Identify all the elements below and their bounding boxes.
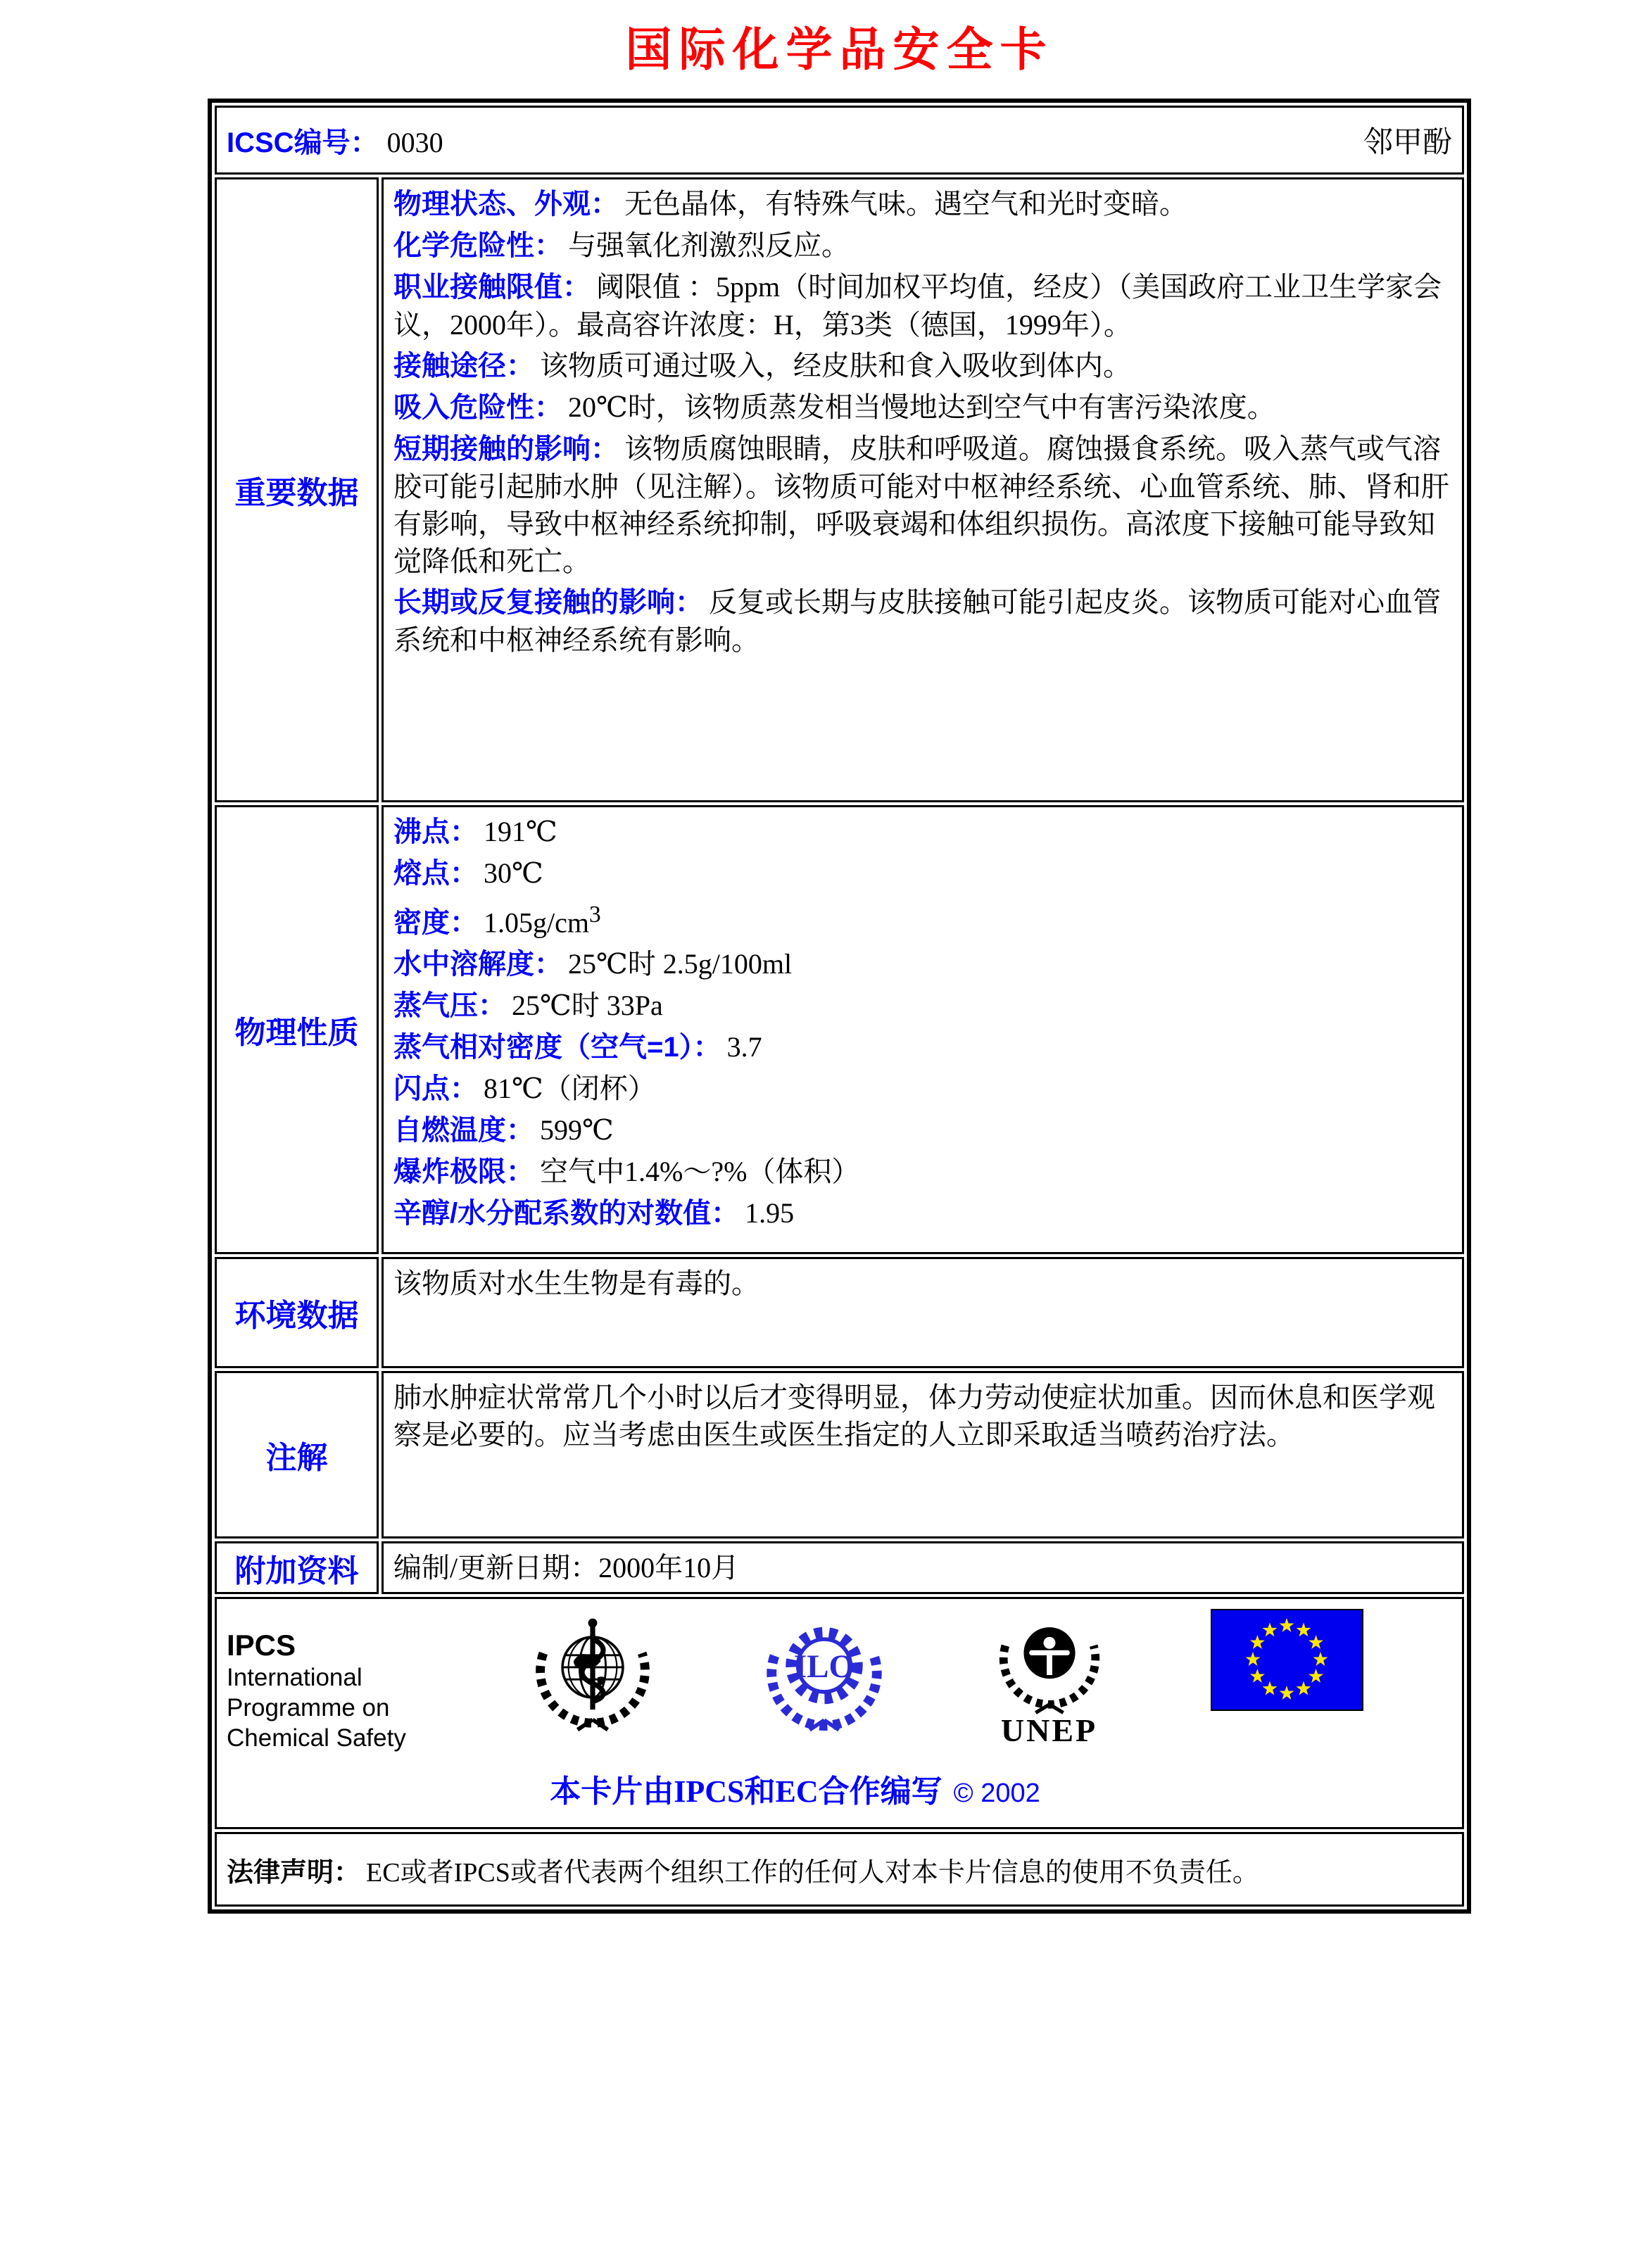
field-row: [393, 854, 1452, 892]
legal-label: 法律声明：: [227, 1857, 361, 1888]
icsc-number-label: ICSC编号：: [227, 127, 379, 158]
field-label: 爆炸极限：: [393, 1156, 534, 1188]
environment-content: [382, 1257, 1464, 1368]
icsc-number-group: [227, 120, 443, 160]
header-cell: [215, 106, 1464, 175]
field-label: 水中溶解度：: [393, 949, 562, 980]
icsc-number-value: 0030: [386, 126, 443, 158]
field-label: 自燃温度：: [393, 1115, 534, 1146]
field-value: 反复或长期与皮肤接触可能引起皮炎。该物质可能对心血管系统和中枢神经系统有影响。: [393, 586, 1441, 656]
header-row: [215, 106, 1464, 175]
field-label: 物理状态、外观：: [393, 189, 619, 220]
legal-text: EC或者IPCS或者代表两个组织工作的任何人对本卡片信息的使用不负责任。: [366, 1857, 1259, 1888]
field-value: 无色晶体，有特殊气味。遇空气和光时变暗。: [624, 188, 1187, 220]
field-label: 沸点：: [393, 816, 478, 847]
field-row: [393, 227, 1452, 265]
section-label-additional: 附加资料: [215, 1541, 379, 1594]
who-logo-icon: [526, 1609, 660, 1740]
field-value: 阈限值 ：5ppm（时间加权平均值，经皮）（美国政府工业卫生学家会议，2000年）。最高容许浓度：H，第3类（德国，1999年）。: [393, 271, 1442, 341]
additional-info-content: [382, 1541, 1464, 1594]
physical-properties-content: [382, 805, 1464, 1254]
ipcs-line-2: Programme on: [227, 1694, 390, 1721]
unep-logo-block: [990, 1609, 1109, 1749]
field-value: 该物质可通过吸入，经皮肤和食入吸收到体内。: [540, 350, 1131, 381]
field-value: 与强氧化剂激烈反应。: [568, 229, 850, 261]
notes-row: [215, 1371, 1464, 1538]
field-row: [393, 1028, 1452, 1066]
section-label-notes: 注解: [215, 1371, 379, 1538]
icsc-table: [208, 99, 1471, 1914]
field-label: 蒸气压：: [393, 990, 506, 1022]
field-label: 职业接触限值：: [393, 272, 591, 303]
field-row: [393, 1070, 1452, 1108]
credit-line: [227, 1766, 1363, 1811]
density-superscript: 3: [588, 902, 601, 928]
field-label: 蒸气相对密度（空气=1）：: [393, 1032, 721, 1063]
field-value: 1.95: [745, 1197, 795, 1230]
field-value: 191℃: [484, 816, 557, 847]
field-label: 吸入危险性：: [393, 392, 562, 423]
section-label-environment: 环境数据: [215, 1257, 379, 1368]
field-row: [393, 583, 1452, 659]
notes-content: [382, 1371, 1464, 1538]
important-data-row: [215, 177, 1464, 802]
physical-properties-row: [215, 805, 1464, 1254]
legal-cell: [215, 1832, 1464, 1907]
unep-logo-icon: [990, 1609, 1109, 1720]
field-label: 长期或反复接触的影响：: [393, 587, 703, 618]
field-row: [393, 347, 1452, 385]
ipcs-text-block: [227, 1609, 424, 1753]
field-value: 81℃（闭杯）: [484, 1073, 656, 1105]
ipcs-acronym: IPCS: [227, 1629, 296, 1662]
field-row: [393, 945, 1452, 983]
field-row: [393, 1194, 1452, 1232]
legal-row: [215, 1832, 1464, 1907]
section-label-physical: 物理性质: [215, 805, 379, 1254]
section-label-important: 重要数据: [215, 177, 379, 802]
credit-text: 本卡片由IPCS和EC合作编写: [550, 1774, 942, 1809]
environment-row: [215, 1257, 1464, 1368]
field-row: [393, 896, 1452, 942]
field-row: [393, 813, 1452, 851]
field-label: 密度：: [393, 907, 478, 939]
field-value: 25℃时 2.5g/100ml: [568, 948, 793, 980]
ilo-letters: ILO: [793, 1648, 855, 1686]
field-value: 30℃: [484, 857, 543, 889]
field-label: 辛醇/水分配系数的对数值：: [393, 1198, 740, 1230]
additional-info-row: [215, 1541, 1464, 1594]
field-value: 20℃时，该物质蒸发相当慢地达到空气中有害污染浓度。: [568, 391, 1275, 423]
update-date-label: 编制/更新日期：: [393, 1552, 599, 1584]
field-row: [393, 987, 1452, 1025]
field-row: [393, 1153, 1452, 1191]
card-sheet: [208, 0, 1471, 1914]
field-label: 短期接触的影响：: [393, 434, 619, 465]
page-title: 国际化学品安全卡: [625, 25, 1054, 76]
ipcs-line-3: Chemical Safety: [227, 1724, 406, 1752]
field-label: 化学危险性：: [393, 230, 562, 261]
update-date-value: 2000年10月: [598, 1552, 740, 1584]
field-row: [393, 185, 1452, 223]
field-value: 599℃: [540, 1114, 614, 1146]
field-row: [393, 388, 1452, 427]
ilo-logo-icon: [761, 1609, 888, 1740]
field-value: 空气中1.4%～?%（体积）: [540, 1156, 860, 1188]
field-value: 25℃时 33Pa: [512, 990, 663, 1022]
logos-row: [215, 1597, 1464, 1829]
field-label: 熔点：: [393, 858, 478, 889]
notes-text: 肺水肿症状常常几个小时以后才变得明显，体力劳动使症状加重。因而休息和医学观察是必要的。应当考虑由医生或医生指定的人立即采取适当喷药治疗法。: [393, 1382, 1435, 1451]
field-value: 3.7: [726, 1031, 762, 1063]
field-value: 该物质腐蚀眼睛，皮肤和呼吸道。腐蚀摄食系统。吸入蒸气或气溶胶可能引起肺水肿（见注解）。该物质可能对中枢神经系统、心血管系统、肺、肾和肝有影响，导致中枢神经系统抑制，呼吸衰竭和体组织损伤。高浓度下接触可能导致知觉降低和死亡。: [393, 433, 1449, 577]
update-date-row: [393, 1549, 1452, 1586]
ipcs-line-1: International: [227, 1664, 362, 1691]
credit-copyright: © 2002: [953, 1778, 1040, 1808]
environment-text: 该物质对水生生物是有毒的。: [393, 1268, 759, 1299]
chemical-name: 邻甲酚: [1363, 127, 1452, 159]
field-label: 接触途径：: [393, 350, 534, 381]
important-data-content: [382, 177, 1464, 802]
field-value: 1.05g/cm: [484, 906, 589, 939]
field-row: [393, 1111, 1452, 1149]
logos-cell: [215, 1597, 1464, 1829]
field-row: [393, 268, 1452, 343]
field-label: 闪点：: [393, 1073, 478, 1105]
unep-wordmark: UNEP: [1000, 1712, 1098, 1748]
eu-flag-icon: [1211, 1609, 1363, 1711]
field-row: [393, 430, 1452, 580]
